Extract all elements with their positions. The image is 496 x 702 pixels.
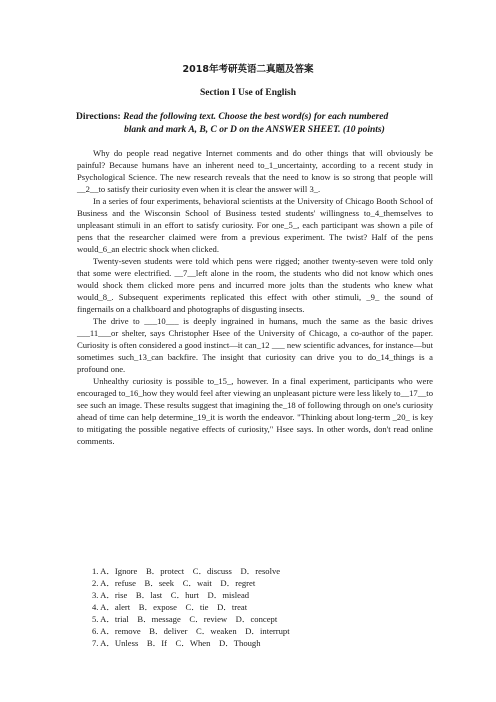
directions-line-2 (124, 124, 484, 136)
option-row-5: 5. A．trial B．message C．review D．concept (92, 614, 278, 624)
paragraph-4: The drive to ___10___ is deeply ingrained in humans, much the same as the basic drives ___11___or shelter, says Christopher Hsee of the University of Chicago, a co-author of the paper. Curiosity is often considered a good instinct—it can_12 ___ new scientific advances, for instance—but sometimes such_13_can backfire. The insight that curiosity can drive you to do_14_things is a profound one. (77, 316, 433, 374)
section-heading: Section I Use of English (199, 88, 297, 98)
paragraph-5: Unhealthy curiosity is possible to_15_, however. In a final experiment, participants who were encouraged to_16_how they would feel after viewing an unpleasant picture were less likely to__17__to see such an image. These results suggest that imagining the_18 of following through on one's curiosity ahead of time can help determine_19_it is worth the endeavor. "Thinking about long-term _20_ is key to mitigating the possible negative effects of curiosity," Hsee says. In other words, don't read online comments. (77, 376, 433, 446)
paragraph-1: Why do people read negative Internet comments and do other things that will obviously be painful? Because humans have an inherent need to_1_uncertainty, according to a recent study in Psychological Science. The new research reveals that the need to know is so strong that people will __2__to satisfy their curiosity even when it is clear the answer will 3_. (77, 148, 433, 194)
passage (77, 147, 433, 447)
option-row-2: 2. A．refuse B．seek C．wait D．regret (92, 578, 256, 588)
option-row-7: 7. A．Unless B．If C．When D．Though (92, 638, 261, 648)
paragraph-2: In a series of four experiments, behavioral scientists at the University of Chicago Booth School of Business and the Wisconsin School of Business tested students' willingness to_4_themselves to unpleasant stimuli in an effort to satisfy curiosity. For one_5_, each participant was shown a pile of pens that the researcher claimed were from a previous experiment. The twist? Half of the pens would_6_an electric shock when clicked. (77, 196, 433, 254)
answer-options (92, 565, 290, 649)
paragraph-3: Twenty-seven students were told which pens were rigged; another twenty-seven were told only that some were electrified. __7__left alone in the room, the students who did not know which ones would shock them clicked more pens and incurred more jolts than the students who knew what would_8_. Subsequent experiments replicated this effect with other stimuli, _9_ the sound of fingernails on a chalkboard and photographs of disgusting insects. (77, 256, 433, 314)
option-row-1: 1. A．Ignore B．protect C．discuss D．resolve (92, 566, 281, 576)
option-row-6: 6. A．remove B．deliver C．weaken D．interrupt (92, 626, 290, 636)
option-row-3: 3. A．rise B．last C．hurt D．mislead (92, 590, 250, 600)
directions-label: Directions: (76, 112, 121, 122)
directions-text-2: blank and mark A, B, C or D on the ANSWER SHEET. (10 points) (124, 125, 385, 135)
option-row-4: 4. A．alert B．expose C．tie D．treat (92, 602, 248, 612)
directions-line-1 (76, 111, 436, 123)
directions-text-1: Read the following text. Choose the best word(s) for each numbered (120, 112, 389, 122)
page-title: 2018年考研英语二真题及答案 (182, 64, 314, 75)
